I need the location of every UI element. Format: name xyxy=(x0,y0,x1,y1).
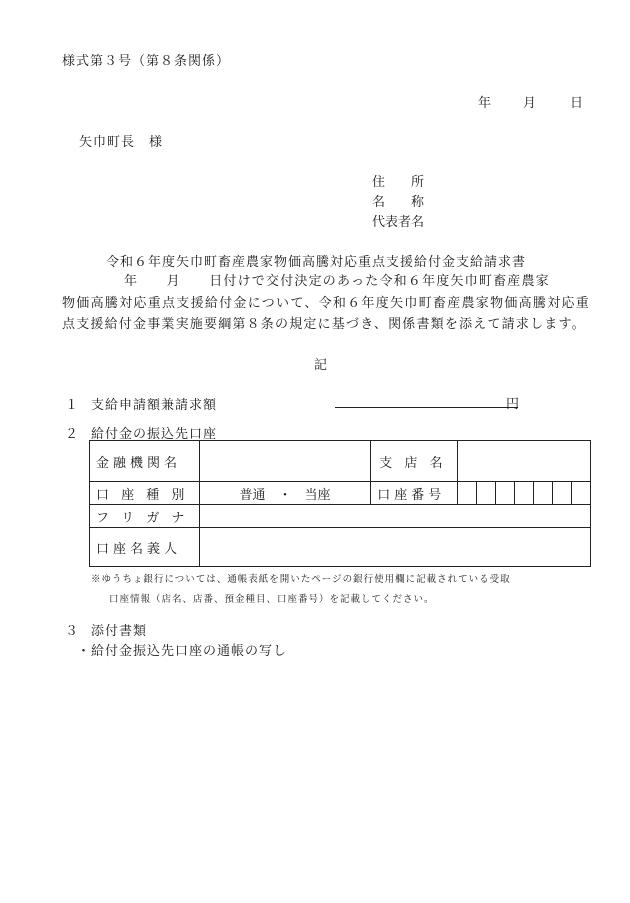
branch-name-label: 支 店 名 xyxy=(371,441,457,482)
form-number: 様式第３号（第８条関係） xyxy=(62,54,231,69)
applicant-address-label: 住 所 xyxy=(372,175,425,190)
bank-account-table xyxy=(89,440,591,567)
date-year: 年 xyxy=(478,96,492,111)
note-line-1: ※ゆうちょ銀行については、通帳表紙を開いたページの銀行使用欄に記載されている受取 xyxy=(91,574,511,585)
account-number-digit[interactable] xyxy=(552,482,571,505)
item2-label: 給付金の振込先口座 xyxy=(91,427,218,442)
account-number-digit[interactable] xyxy=(495,482,514,505)
furigana-label: フ リ ガ ナ xyxy=(90,505,200,528)
branch-name-field[interactable] xyxy=(457,441,590,482)
note-line-2: 口座情報（店名、店番、預金種目、口座番号）を記載してください。 xyxy=(109,594,435,605)
applicant-representative-label: 代表者名 xyxy=(372,215,425,230)
applicant-name-label: 名 称 xyxy=(372,195,425,210)
amount-unit: 円 xyxy=(506,397,520,412)
account-type-label: 口 座 種 別 xyxy=(90,482,200,505)
body-paragraph xyxy=(62,271,590,336)
item1-label: 支給申請額兼請求額 xyxy=(91,398,218,413)
account-holder-label: 口座名義人 xyxy=(90,528,200,567)
date-month: 月 xyxy=(523,96,537,111)
item3-number: ３ xyxy=(65,624,79,639)
date-day: 日 xyxy=(570,96,584,111)
account-type-options[interactable]: 普通 ・ 当座 xyxy=(199,482,370,505)
account-number-digit[interactable] xyxy=(533,482,552,505)
amount-field-line[interactable] xyxy=(335,407,518,408)
addressee: 矢巾町長 様 xyxy=(79,135,164,150)
attachment-item: ・給付金振込先口座の通帳の写し xyxy=(77,644,288,659)
document-title: 令和６年度矢巾町畜産農家物価高騰対応重点支援給付金支給請求書 xyxy=(106,255,527,270)
account-number-digit[interactable] xyxy=(476,482,495,505)
ki-heading: 記 xyxy=(314,358,328,373)
account-number-label: 口座番号 xyxy=(371,482,457,505)
item2-number: ２ xyxy=(65,427,79,442)
account-number-digit[interactable] xyxy=(571,482,590,505)
body-line-rest: 物価高騰対応重点支援給付金について、令和６年度矢巾町畜産農家物価高騰対応重点支援給付金事業実施要綱第８条の規定に基づき、関係書類を添えて請求します。 xyxy=(62,295,590,332)
bank-name-label: 金融機関名 xyxy=(90,441,200,482)
item1-number: １ xyxy=(65,398,79,413)
account-number-digit[interactable] xyxy=(514,482,533,505)
furigana-field[interactable] xyxy=(199,505,590,528)
account-number-digit[interactable] xyxy=(457,482,476,505)
item3-label: 添付書類 xyxy=(91,624,148,639)
body-line-1: 年 月 日付けで交付決定のあった令和６年度矢巾町畜産農家 xyxy=(124,274,550,289)
bank-name-field[interactable] xyxy=(199,441,370,482)
account-holder-field[interactable] xyxy=(199,528,590,567)
